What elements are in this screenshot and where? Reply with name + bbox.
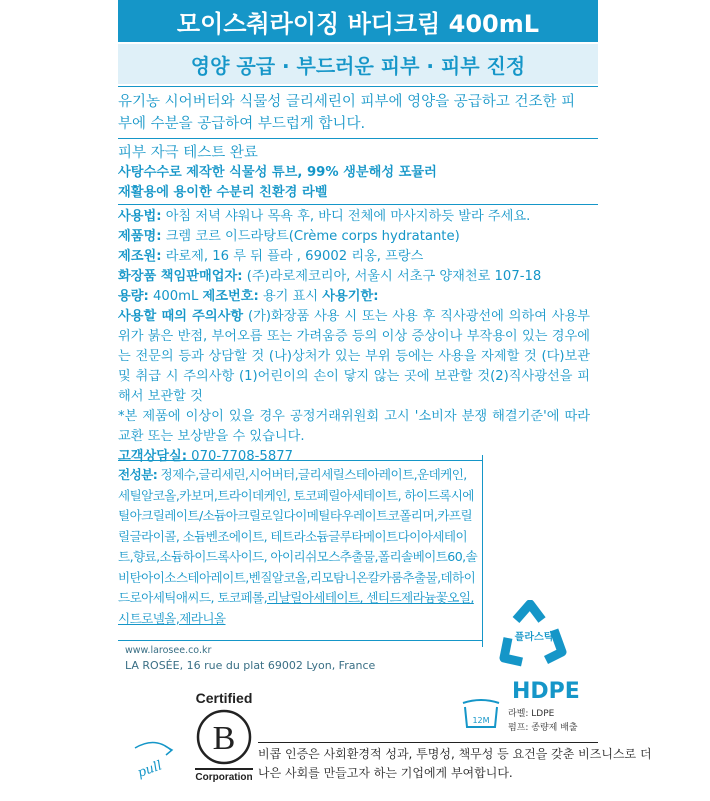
bcorp-certified: Certified [195,690,253,706]
benefits-banner: 영양 공급 · 부드러운 피부 · 피부 진정 [118,44,598,84]
caution-text: (가)화장품 사용 시 또는 사용 후 직사광선에 의하여 사용부위가 붉은 반점, 부어오름 또는 가려움증 등의 이상 증상이나 부작용이 있는 경우에는 전문의 등과 상담할 것 (나)상처가 있는 부위 등에는 사용을 자제할 것 (다)보관 및 취급 시 주의사항 (1)어린이의 손이 닿지 않는 곳에 보관할 것(2)직사광선을 피해서 보관할 것 [118,309,590,404]
pull-text: pull [135,758,165,781]
bcorp-letter: B [212,720,236,757]
skin-test: 피부 자극 테스트 완료 [118,145,258,161]
ingredients-label: 전성분: [118,467,158,482]
b-corp-logo [188,690,260,795]
eco-claims [118,143,598,203]
maker-row [118,247,598,267]
cs-phone: 070-7708-5877 [186,449,293,464]
seller-label: 화장품 책임판매업자: [118,269,243,284]
capacity-label: 용량: [118,289,149,304]
divider [118,138,598,139]
usage-row [118,207,598,227]
recycle-mark: 플라스틱 [514,632,554,643]
divider [118,460,482,461]
description: 유기농 시어버터와 식물성 글리세린이 피부에 영양을 공급하고 건조한 피부에 수분을 공급하여 부드럽게 합니다. [118,94,576,132]
pump-material: 펌프: 종량제 배출 [508,723,578,733]
capacity-text: 400mL [148,289,203,304]
website: www.larosee.co.kr [125,645,212,656]
bcorp-underline [195,768,253,770]
ingredients-text: 정제수,글리세린,시어버터,글리세릴스테아레이트,운데케인,세틸알코올,카보머,트라이데케인, 토코페릴아세테이트, 하이드록시에틸아크릴레이트/소듐아크릴로일다이메틸타우레이트코폴리머,카프릴릴글라이콜, 소듐벤조에이트, 테트라소듐글루타메이트다이아세테이트,향료,소듐하이드록사이드, 아이리쉬모스추출물,폴리솔베이트60,솔비탄아이소스테아레이트,벤질알코올,리모탐니온칼카룸추출물,데하이드로아세틱애씨드, 토코페롤, [118,467,478,605]
seller-row [118,267,598,287]
vertical-divider [482,455,483,647]
bcorp-circle [195,708,253,766]
product-title: 모이스춰라이징 바디크림 400mL [118,0,598,42]
bcorp-corporation: Corporation [195,772,253,783]
address: LA ROSÉE, 16 rue du plat 69002 Lyon, France [125,659,376,672]
maker-text: 라로제, 16 루 뒤 플라 , 69002 리옹, 프랑스 [161,249,424,264]
product-name-text: 크렘 코르 이드라탕트(Crème corps hydratante) [161,229,460,244]
bcorp-note: 비콥 인증은 사회환경적 성과, 투명성, 책무성 등 요건을 갖춘 비즈니스로 더 나은 사회를 만들고자 하는 기업에게 부여합니다. [258,747,652,780]
usage-text: 아침 저녁 샤워나 목욕 후, 바디 전체에 마사지하듯 발라 주세요. [161,209,531,224]
usage-label: 사용법: [118,209,162,224]
divider [258,742,598,743]
label-material: 라벨: LDPE [508,709,555,719]
capacity-row [118,287,598,307]
caution-label: 사용할 때의 주의사항 [118,309,244,324]
divider [118,204,598,205]
maker-label: 제조원: [118,249,162,264]
pao-label: 12M [472,716,490,725]
pull-arrow-icon [125,738,185,788]
allergen-text: 리날릴아세테이트, 센티드제라늄꽃오일,시트로넬올,제라니올 [118,590,474,626]
lot-text: 용기 표시 [258,289,323,304]
eco-line-1: 사탕수수로 제작한 식물성 튜브, 99% 생분해성 포뮬러 [118,165,437,180]
lot-label: 제조번호: [202,289,259,304]
expiry-label: 사용기한: [322,289,379,304]
eco-line-2: 재활용에 용이한 수분리 친환경 라벨 [118,185,328,200]
product-info [118,207,598,307]
cs-label: 고객상담실: [118,449,187,464]
product-name-label: 제품명: [118,229,162,244]
product-name-row [118,227,598,247]
material-code: HDPE [512,679,580,704]
jar-icon [457,693,505,733]
ingredients [118,465,478,629]
recycle-arrows-icon [490,600,578,672]
seller-text: (주)라로제코리아, 서울시 서초구 양재천로 107-18 [242,269,542,284]
caution-section [118,307,590,467]
divider [118,640,482,641]
divider [118,86,598,87]
notice-text: *본 제품에 이상이 있을 경우 공정거래위원회 고시 '소비자 분쟁 해결기준'에 따라 교환 또는 보상받을 수 있습니다. [118,409,590,444]
cs-row [118,447,590,467]
